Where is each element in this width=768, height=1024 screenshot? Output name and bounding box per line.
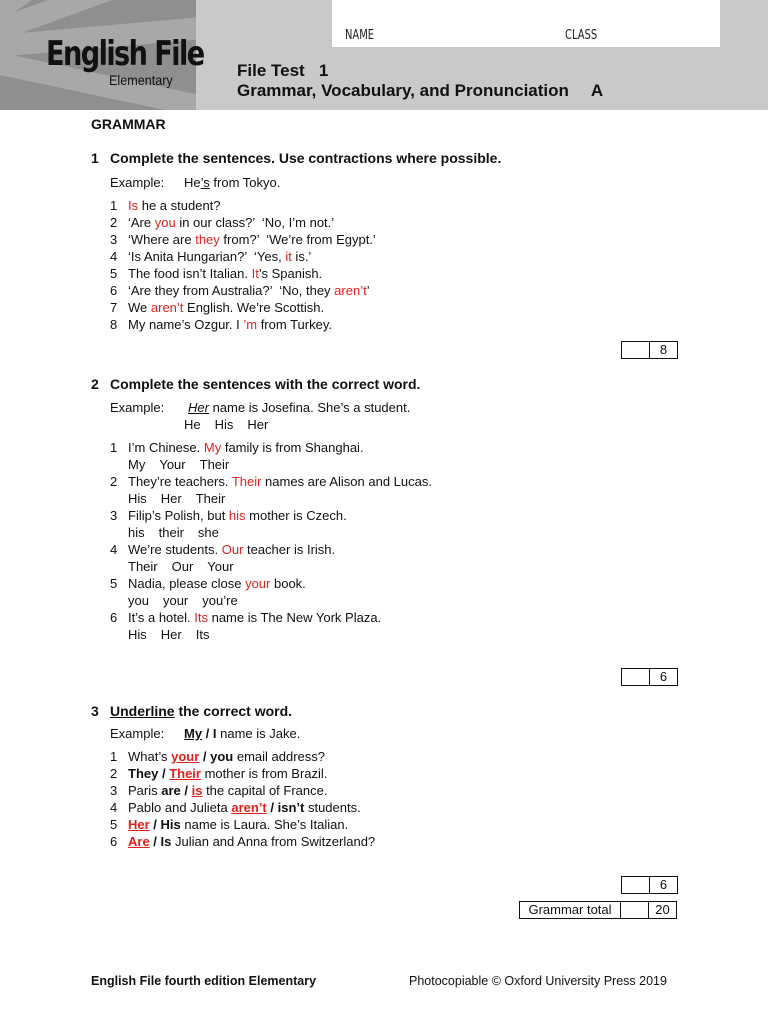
option: His	[214, 417, 234, 432]
example-answer: Her	[188, 400, 209, 415]
option: Your	[159, 457, 186, 472]
item-number: 5	[110, 266, 118, 281]
option: He	[184, 417, 201, 432]
option: Their	[128, 559, 158, 574]
item-number: 2	[110, 215, 118, 230]
q3-item-4	[110, 800, 361, 817]
q2-item-5	[110, 576, 306, 593]
option: Her	[160, 627, 182, 642]
item-number: 4	[110, 542, 118, 557]
item-number: 3	[110, 232, 118, 247]
q1-item-6	[110, 283, 370, 300]
logo-subtitle: Elementary	[109, 72, 173, 88]
item-answer: It	[251, 266, 259, 281]
q3-example	[110, 726, 300, 741]
item-answer: My	[203, 440, 222, 455]
item-text-pre: Pablo and Julieta	[128, 800, 232, 815]
footer-copyright: Photocopiable © Oxford University Press 2019	[409, 974, 667, 988]
option: Your	[207, 559, 234, 574]
item-text-pre: ‘Where are	[128, 232, 196, 247]
option: Our	[171, 559, 194, 574]
question-number: 2	[91, 376, 99, 392]
item-text-post: Julian and Anna from Switzerland?	[171, 834, 376, 849]
item-text-pre: We	[128, 300, 151, 315]
example-choice-b: I	[212, 726, 217, 741]
item-answer: Their	[231, 474, 262, 489]
item-answer: Our	[221, 542, 244, 557]
item-text-pre: They’re teachers.	[128, 474, 232, 489]
footer-edition: English File fourth edition Elementary	[91, 974, 317, 988]
choice-a: Her	[128, 817, 150, 832]
q2-item-6-options	[128, 627, 223, 642]
q2-item-3	[110, 508, 347, 525]
question-number: 3	[91, 703, 99, 719]
q3-item-3	[110, 783, 327, 800]
item-number: 4	[110, 800, 118, 815]
q3-item-1	[110, 749, 325, 766]
q2-item-5-options	[128, 593, 252, 608]
option: their	[158, 525, 184, 540]
item-text-post: mother is from Brazil.	[200, 766, 328, 781]
example-choice-a: My	[184, 726, 203, 741]
item-text-post: book.	[270, 576, 306, 591]
q3-item-2	[110, 766, 327, 783]
test-version: A	[590, 81, 604, 100]
q2-item-2-options	[128, 491, 239, 506]
item-number: 7	[110, 300, 118, 315]
choice-separator: /	[199, 749, 211, 764]
item-number: 6	[110, 610, 118, 625]
choice-a: They	[128, 766, 159, 781]
item-answer: his	[228, 508, 246, 523]
item-number: 2	[110, 474, 118, 489]
choice-separator: /	[149, 817, 161, 832]
option: Their	[195, 491, 226, 506]
item-text-post: from?’ ‘We’re from Egypt.’	[219, 232, 376, 247]
item-text-post: from Turkey.	[257, 317, 332, 332]
item-text-post: name is The New York Plaza.	[207, 610, 382, 625]
item-number: 6	[110, 283, 118, 298]
example-answer: ’s	[200, 175, 210, 190]
item-answer: aren’t	[150, 300, 184, 315]
item-answer: your	[245, 576, 271, 591]
q1-item-4	[110, 249, 311, 266]
q2-item-4	[110, 542, 335, 559]
choice-b: is	[191, 783, 203, 798]
question-text: the correct word.	[174, 703, 293, 719]
option: you’re	[202, 593, 238, 608]
item-answer: they	[195, 232, 220, 247]
item-number: 2	[110, 766, 118, 781]
item-number: 3	[110, 783, 118, 798]
item-text-pre: The food isn’t Italian.	[128, 266, 252, 281]
question-1-title	[91, 150, 501, 166]
item-text-post: family is from Shanghai.	[221, 440, 364, 455]
q2-score-box	[621, 668, 678, 686]
section-heading: GRAMMAR	[91, 116, 166, 132]
q3-item-6	[110, 834, 375, 851]
q2-item-4-options	[128, 559, 248, 574]
grammar-total-box	[519, 901, 677, 919]
q2-item-6	[110, 610, 381, 627]
item-answer: aren’t	[334, 283, 367, 298]
q1-item-1	[110, 198, 221, 215]
question-3-title	[91, 703, 292, 719]
score-points: 6	[659, 669, 668, 684]
item-text-pre: ‘Are they from Australia?’ ‘No, they	[128, 283, 335, 298]
question-text-underlined: Underline	[110, 703, 175, 719]
choice-a: Are	[128, 834, 150, 849]
choice-a: aren’t	[231, 800, 267, 815]
option: His	[128, 491, 147, 506]
item-text-pre: My name’s Ozgur. I	[128, 317, 244, 332]
item-text-pre: What’s	[128, 749, 172, 764]
q1-item-5	[110, 266, 322, 283]
option: Her	[160, 491, 182, 506]
item-number: 8	[110, 317, 118, 332]
example-pre: He	[184, 175, 201, 190]
test-subtitle	[237, 81, 603, 101]
q1-item-3	[110, 232, 376, 249]
example-post: from Tokyo.	[209, 175, 281, 190]
item-number: 1	[110, 198, 118, 213]
item-number: 6	[110, 834, 118, 849]
example-label: Example:	[110, 400, 165, 415]
choice-a: are	[161, 783, 181, 798]
option: His	[128, 627, 147, 642]
question-number: 1	[91, 150, 99, 166]
item-text-post: mother is Czech.	[245, 508, 347, 523]
item-number: 3	[110, 508, 118, 523]
item-text-post: names are Alison and Lucas.	[261, 474, 432, 489]
choice-separator: /	[180, 783, 192, 798]
example-post: name is Jake.	[216, 726, 301, 741]
name-label: NAME	[345, 28, 375, 43]
item-number: 1	[110, 440, 118, 455]
choice-b: you	[210, 749, 234, 764]
question-2-title	[91, 376, 420, 392]
item-answer: Is	[128, 198, 139, 213]
choice-b: His	[160, 817, 181, 832]
test-title: File Test 1	[237, 61, 329, 80]
item-text-pre: Filip’s Polish, but	[128, 508, 229, 523]
q1-score-box	[621, 341, 678, 359]
score-blank[interactable]	[622, 669, 650, 685]
choice-separator: /	[158, 766, 170, 781]
item-text-post: email address?	[233, 749, 326, 764]
item-answer: it	[285, 249, 292, 264]
item-text-post: name is Laura. She’s Italian.	[180, 817, 349, 832]
item-text-post: students.	[304, 800, 361, 815]
score-blank[interactable]	[622, 877, 650, 893]
q1-item-7	[110, 300, 324, 317]
item-text-pre: I’m Chinese.	[128, 440, 204, 455]
option: you	[128, 593, 149, 608]
option: My	[128, 457, 146, 472]
q2-item-1	[110, 440, 364, 457]
score-blank[interactable]	[622, 342, 650, 358]
choice-b: isn’t	[277, 800, 305, 815]
item-text-post: the capital of France.	[202, 783, 328, 798]
example-label: Example:	[110, 726, 165, 741]
q2-example-options	[184, 417, 282, 432]
item-number: 5	[110, 817, 118, 832]
option: your	[162, 593, 189, 608]
item-text-pre: ‘Are	[128, 215, 155, 230]
example-post: name is Josefina. She’s a student.	[208, 400, 411, 415]
item-text-post: is.’	[291, 249, 312, 264]
q2-item-2	[110, 474, 432, 491]
item-text-post: ’s Spanish.	[258, 266, 323, 281]
item-text-pre: Paris	[128, 783, 162, 798]
question-text: Complete the sentences. Use contractions where possible.	[110, 150, 502, 166]
option: Their	[199, 457, 230, 472]
grammar-total-blank[interactable]	[621, 902, 649, 918]
class-label: CLASS	[565, 28, 598, 43]
name-class-box	[332, 0, 720, 47]
item-answer: ’m	[243, 317, 258, 332]
item-answer: you	[154, 215, 176, 230]
q1-example	[110, 175, 280, 190]
choice-b: Their	[169, 766, 201, 781]
q2-item-1-options	[128, 457, 243, 472]
q2-item-3-options	[128, 525, 233, 540]
item-answer: Its	[194, 610, 208, 625]
example-label: Example:	[110, 175, 165, 190]
q3-score-box	[621, 876, 678, 894]
test-subtitle-text: Grammar, Vocabulary, and Pronunciation	[237, 81, 569, 100]
question-text: Complete the sentences with the correct word.	[110, 376, 421, 392]
q2-example	[110, 400, 410, 415]
item-text-post: in our class?’ ‘No, I’m not.’	[175, 215, 335, 230]
q1-item-8	[110, 317, 332, 334]
item-text-pre: Nadia, please close	[128, 576, 246, 591]
item-number: 1	[110, 749, 118, 764]
grammar-total-label: Grammar total	[520, 902, 621, 918]
grammar-total-points: 20	[655, 902, 670, 917]
logo-title: English File	[46, 34, 204, 74]
example-sep: /	[202, 726, 213, 741]
item-text-pre: We’re students.	[128, 542, 222, 557]
item-text-post: he a student?	[138, 198, 221, 213]
item-text-post: ’	[366, 283, 370, 298]
option: Its	[195, 627, 210, 642]
item-number: 5	[110, 576, 118, 591]
option: she	[197, 525, 219, 540]
q1-item-2	[110, 215, 334, 232]
item-text-post: teacher is Irish.	[243, 542, 336, 557]
score-points: 8	[659, 342, 668, 357]
option: Her	[247, 417, 269, 432]
q3-item-5	[110, 817, 348, 834]
choice-a: your	[171, 749, 200, 764]
option: his	[128, 525, 145, 540]
item-text-pre: ‘Is Anita Hungarian?’ ‘Yes,	[128, 249, 286, 264]
score-points: 6	[659, 877, 668, 892]
choice-separator: /	[266, 800, 278, 815]
item-number: 4	[110, 249, 118, 264]
choice-b: Is	[160, 834, 172, 849]
choice-separator: /	[149, 834, 161, 849]
item-text-post: English. We’re Scottish.	[183, 300, 325, 315]
item-text-pre: It’s a hotel.	[128, 610, 195, 625]
